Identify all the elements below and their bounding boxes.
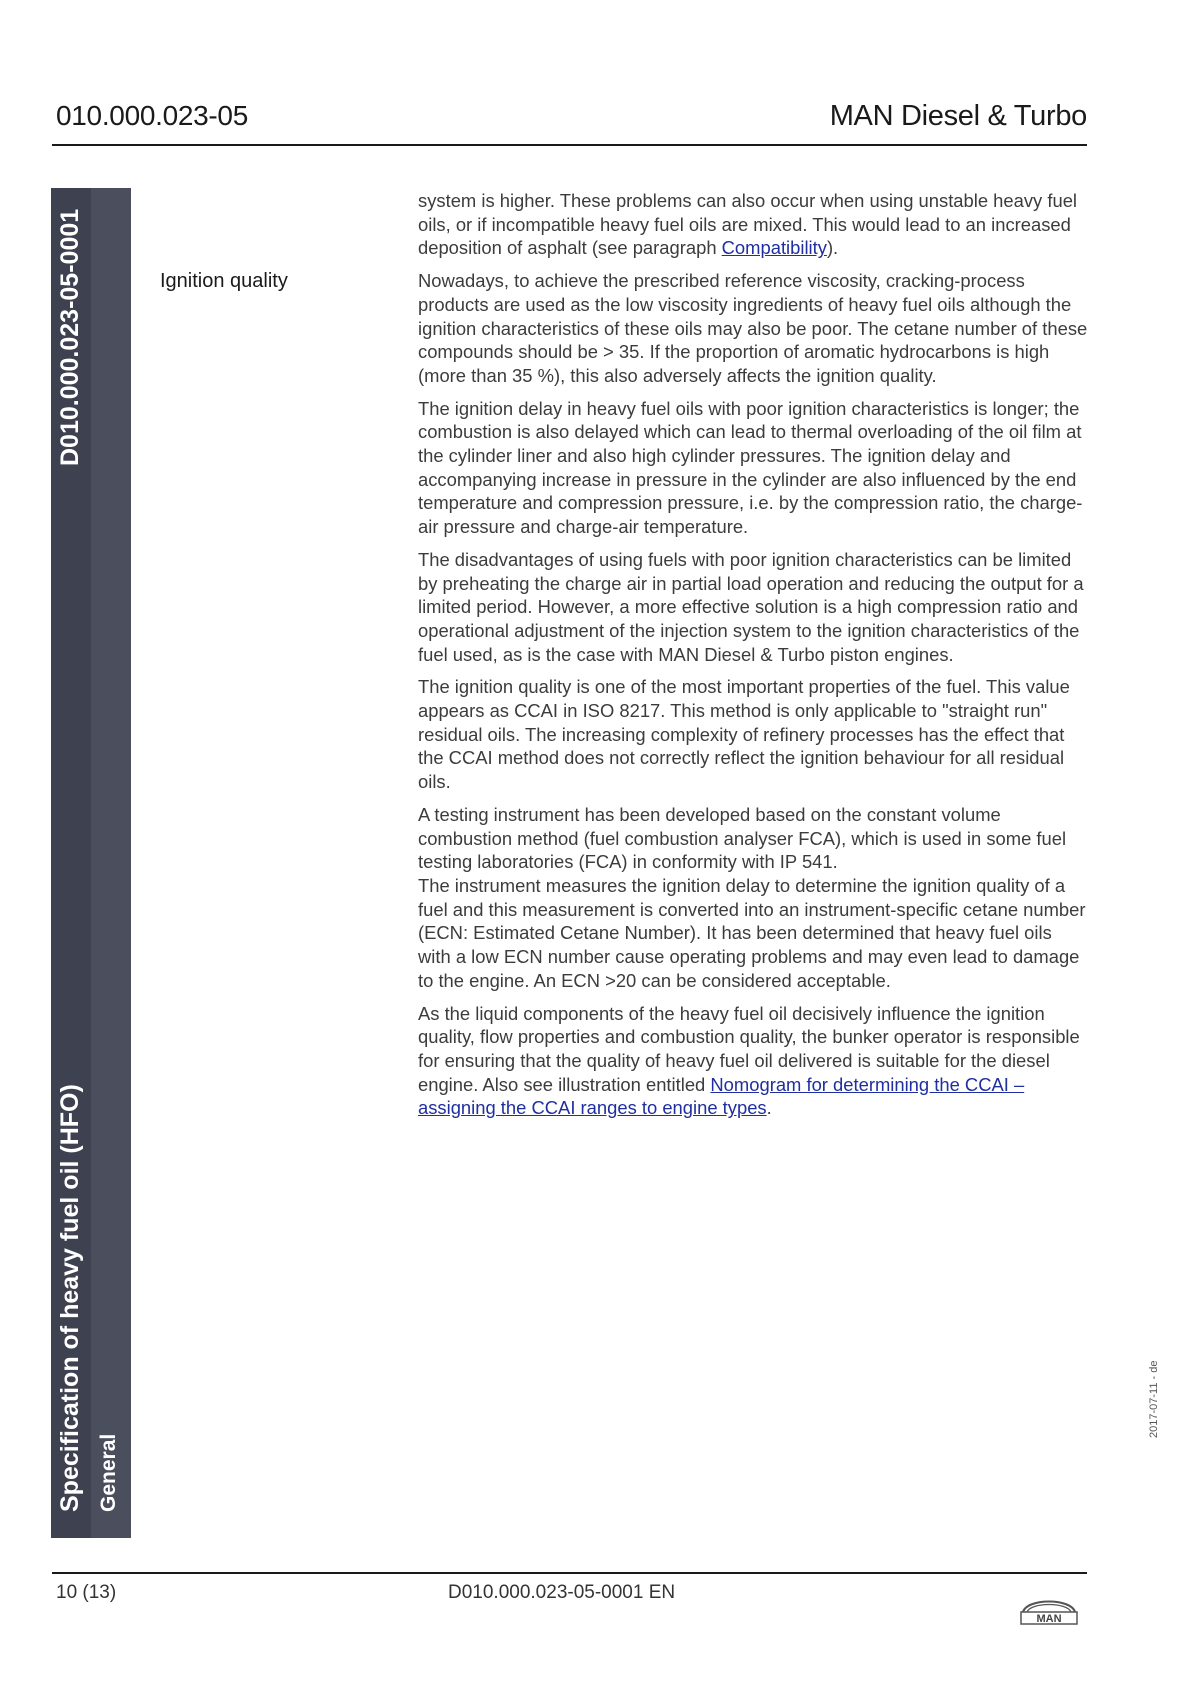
paragraph-6a: A testing instrument has been developed based on the constant volume combustion method (fuel combustion analyser FCA), which is used in some fuel testing laboratories (FCA) in conformity with IP 541. [418,803,1067,873]
sidebar-code: D010.000.023-05-0001 [56,208,84,466]
body-text [418,189,1088,1129]
doc-number: 010.000.023-05 [56,100,248,131]
paragraph-6 [418,803,1088,993]
paragraph-7-text: As the liquid components of the heavy fuel oil decisively influence the ignition quality, flow properties and combustion quality, the bunker operator is responsible for ensuring that the quality of heavy fuel oil delivered is suitable for the diesel engine. Also see illustration entitled [418,1002,1080,1095]
paragraph-4: The disadvantages of using fuels with poor ignition characteristics can be limited by preheating the charge air in partial load operation and reducing the output for a limited period. However, a more effective solution is a high compression ratio and operational adjustment of the injection system to the ignition characteristics of the fuel used, as is the case with MAN Diesel & Turbo piston engines. [418,548,1084,665]
header-divider [52,144,1087,146]
paragraph-7-end: . [766,1097,772,1119]
footer-doc-code: D010.000.023-05-0001 EN [448,1582,676,1603]
paragraph-1-text: system is higher. These problems can also occur when using unstable heavy fuel oils, or if incompatible heavy fuel oils are mixed. This would lead to an increased deposition of asphalt (see paragraph [418,190,1078,259]
page-number: 10 (13) [56,1582,117,1603]
sidebar-band-light [91,188,131,1538]
company-name: MAN Diesel & Turbo [829,100,1087,132]
paragraph-1-end: ). [826,237,839,259]
paragraph-2: Nowadays, to achieve the prescribed reference viscosity, cracking-process products are used as the low viscosity ingredients of heavy fuel oils although the ignition characteristics of these oils may also be poor. The cetane number of these compounds should be > 35. If the proportion of aromatic hydrocarbons is high (more than 35 %), this also adversely affects the ignition quality. [418,270,1088,386]
sidebar-title: Specification of heavy fuel oil (HFO) [56,1084,84,1512]
sidebar-subtitle: General [97,1433,120,1512]
compatibility-link[interactable]: Compatibility [721,237,827,259]
logo-text: MAN [1036,1613,1062,1625]
section-label: Ignition quality [160,270,288,292]
footer-divider [52,1572,1087,1574]
paragraph-1 [418,189,1088,260]
paragraph-5: The ignition quality is one of the most important properties of the fuel. This value appears as CCAI in ISO 8217. This method is only applicable to "straight run" residual oils. The increasing complexity of refinery processes has the effect that the CCAI method does not correctly reflect the ignition behaviour for all residual oils. [418,676,1070,793]
paragraph-6b: The instrument measures the ignition delay to determine the ignition quality of a fuel and this measurement is converted into an instrument-specific cetane number (ECN: Estimated Cetane Number). It has been determined that heavy fuel oils with a low ECN number cause operating problems and may even lead to damage to the engine. An ECN >20 can be considered acceptable. [418,874,1086,991]
paragraph-7 [418,1002,1088,1121]
paragraph-3: The ignition delay in heavy fuel oils with poor ignition characteristics is longer; the combustion is also delayed which can lead to thermal overloading of the oil film at the cylinder liner and also high cylinder pressures. The ignition delay and accompanying increase in pressure in the cylinder are also influenced by the end temperature and compression pressure, i.e. by the compression ratio, the charge-air pressure and charge-air temperature. [418,397,1083,538]
man-logo-icon [1017,1590,1081,1626]
revision-date: 2017-07-11 - de [1148,1360,1160,1438]
nomogram-link[interactable]: Nomogram for determining the CCAI – assigning the CCAI ranges to engine types [418,1073,1025,1119]
